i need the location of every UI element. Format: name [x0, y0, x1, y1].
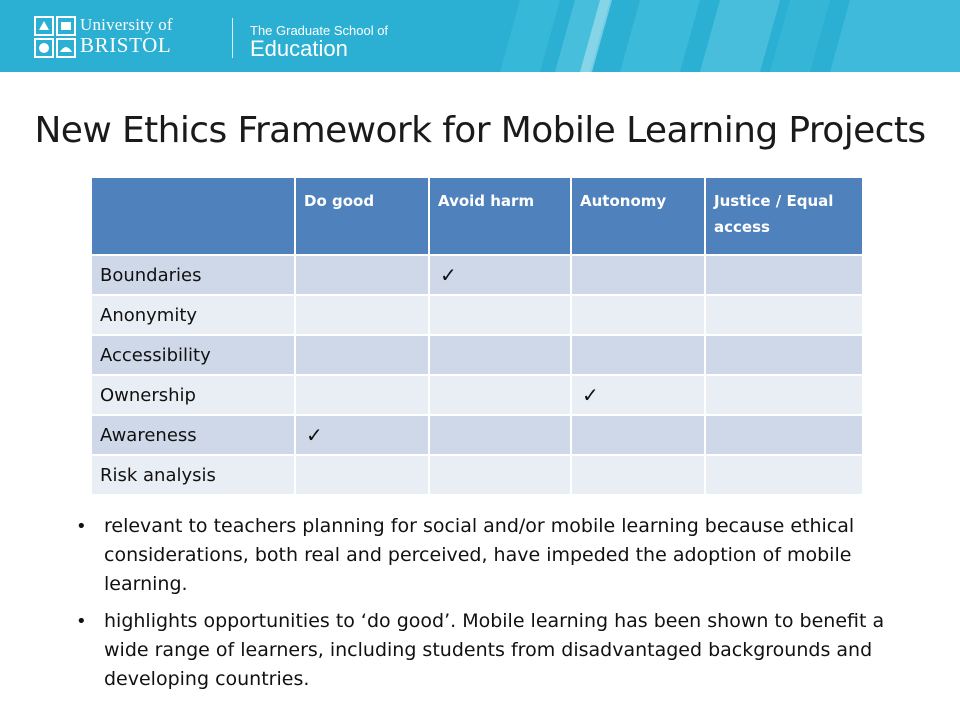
bullet-icon: • — [76, 611, 87, 632]
school-line2: Education — [250, 36, 348, 61]
table-corner-cell — [91, 177, 295, 255]
list-item — [76, 512, 896, 599]
table-cell — [295, 335, 429, 375]
table-row — [91, 335, 863, 375]
check-mark-icon: ✓ — [295, 415, 429, 455]
table-row — [91, 295, 863, 335]
table-cell — [705, 255, 863, 295]
table-cell — [571, 415, 705, 455]
table-cell — [705, 335, 863, 375]
bullet-text: highlights opportunities to ‘do good’. Mobile learning has been shown to benefit a wide range of learners, including students from disadvantaged backgrounds and developing countries. — [104, 610, 885, 690]
column-header-avoid-harm: Avoid harm — [429, 177, 571, 255]
table-cell — [705, 455, 863, 495]
table-row — [91, 455, 863, 495]
row-label: Anonymity — [91, 295, 295, 335]
table-cell — [429, 415, 571, 455]
table-cell — [295, 295, 429, 335]
row-label: Accessibility — [91, 335, 295, 375]
table-cell — [295, 375, 429, 415]
table-cell — [429, 295, 571, 335]
bullet-text: relevant to teachers planning for social and/or mobile learning because ethical considerations, both real and perceived, have impeded the adoption of mobile learning. — [104, 515, 855, 595]
university-crest-icon — [34, 16, 76, 60]
bullet-icon: • — [76, 516, 87, 537]
row-label: Boundaries — [91, 255, 295, 295]
table-header-row — [91, 177, 863, 255]
row-label: Risk analysis — [91, 455, 295, 495]
university-line1: University of — [80, 15, 173, 34]
table-cell — [429, 335, 571, 375]
table-cell — [295, 255, 429, 295]
table-row — [91, 415, 863, 455]
table-cell — [705, 295, 863, 335]
check-mark-icon: ✓ — [571, 375, 705, 415]
column-header-do-good: Do good — [295, 177, 429, 255]
table-cell — [705, 375, 863, 415]
table-cell — [571, 335, 705, 375]
table-cell — [571, 295, 705, 335]
column-header-justice: Justice / Equal access — [705, 177, 863, 255]
check-mark-icon: ✓ — [429, 255, 571, 295]
table-row — [91, 255, 863, 295]
table-cell — [571, 255, 705, 295]
school-line1: The Graduate School of — [250, 23, 389, 38]
header-banner — [0, 0, 960, 72]
ethics-framework-table — [90, 176, 864, 496]
university-line2: BRISTOL — [80, 33, 172, 57]
header-divider — [232, 18, 233, 58]
bullet-list — [76, 512, 896, 702]
table-cell — [705, 415, 863, 455]
table-cell — [429, 455, 571, 495]
row-label: Ownership — [91, 375, 295, 415]
table-cell — [429, 375, 571, 415]
table-cell — [571, 455, 705, 495]
table-cell — [295, 455, 429, 495]
row-label: Awareness — [91, 415, 295, 455]
slide-title: New Ethics Framework for Mobile Learning Projects — [34, 110, 926, 151]
list-item — [76, 607, 896, 694]
table-row — [91, 375, 863, 415]
university-name — [80, 16, 173, 56]
column-header-autonomy: Autonomy — [571, 177, 705, 255]
school-name — [250, 24, 388, 60]
